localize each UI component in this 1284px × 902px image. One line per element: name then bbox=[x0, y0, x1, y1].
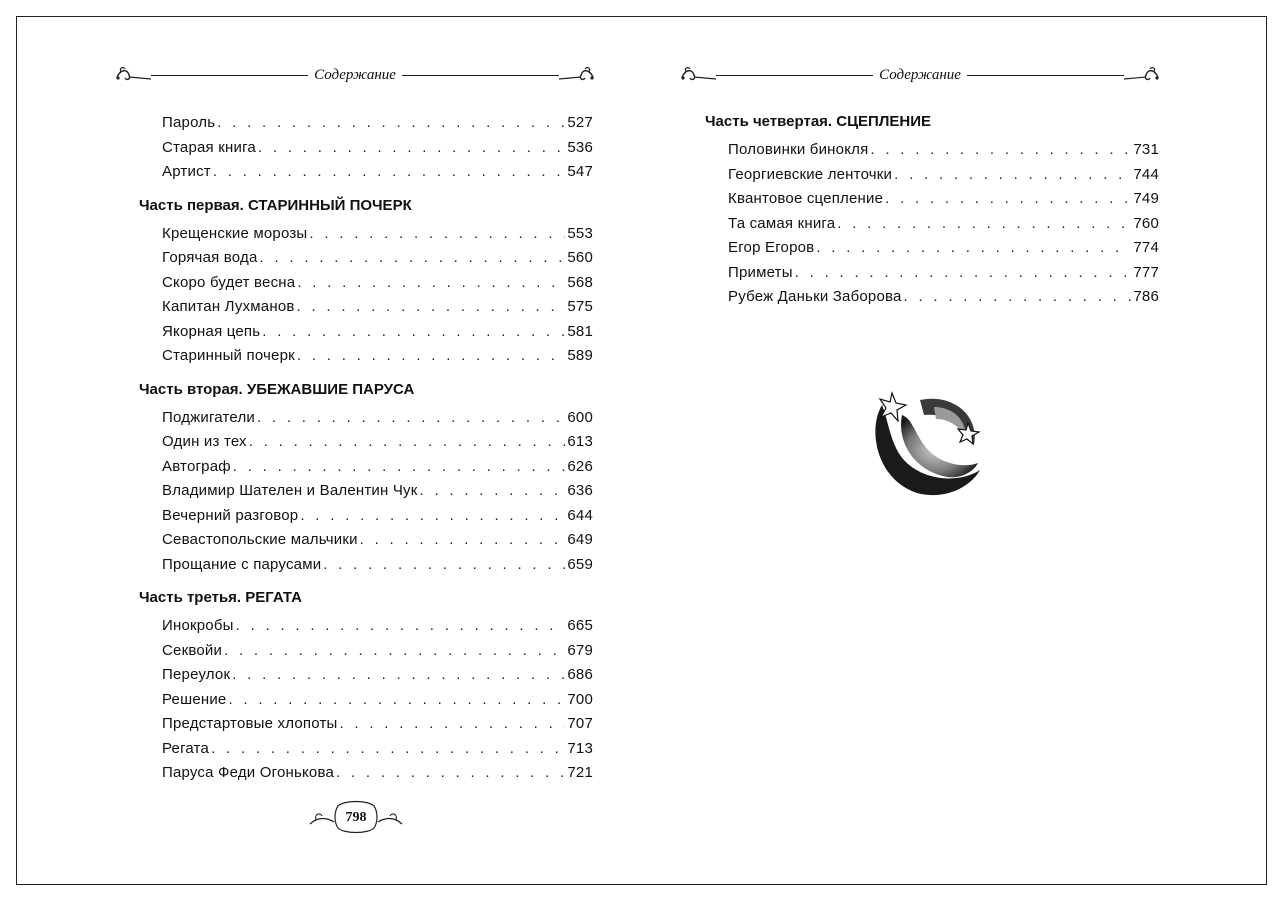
toc-entry[interactable] bbox=[139, 553, 593, 578]
toc-entry[interactable] bbox=[139, 479, 593, 504]
toc-entry-title: Поджигатели bbox=[162, 408, 255, 426]
toc-entry-title: Приметы bbox=[728, 263, 793, 281]
toc-entry-title: Квантовое сцепление bbox=[728, 190, 884, 207]
toc-entry[interactable] bbox=[139, 344, 593, 369]
toc-entry[interactable] bbox=[705, 138, 1159, 163]
toc-entry[interactable] bbox=[139, 528, 593, 553]
toc-entry-title: Крещенские морозы bbox=[162, 224, 308, 242]
toc-entry-page: 713 bbox=[567, 739, 593, 757]
leader-dots bbox=[340, 712, 566, 737]
leader-dots bbox=[894, 163, 1131, 188]
toc-entry[interactable] bbox=[139, 246, 593, 271]
toc-entry-page: 760 bbox=[1133, 214, 1159, 232]
toc-entry[interactable] bbox=[139, 614, 593, 639]
leader-dots bbox=[885, 187, 1131, 212]
toc-entry[interactable] bbox=[139, 295, 593, 320]
toc-entry-title: Пароль bbox=[162, 114, 216, 131]
flourish-icon bbox=[115, 63, 151, 87]
toc-entry-title: Рубеж Даньки Заборова bbox=[728, 288, 902, 305]
leader-dots bbox=[217, 111, 565, 136]
toc-entry-title: Решение bbox=[162, 690, 227, 708]
toc-entry[interactable] bbox=[139, 222, 593, 247]
toc-entry-page: 721 bbox=[567, 764, 593, 781]
toc-entry[interactable] bbox=[139, 737, 593, 762]
toc-entry-title: Горячая вода bbox=[162, 249, 258, 266]
leader-dots bbox=[300, 504, 565, 529]
toc-entry-page: 581 bbox=[567, 322, 593, 340]
toc-entry-title: Автограф bbox=[162, 457, 231, 475]
leader-dots bbox=[233, 455, 566, 480]
toc-entry[interactable] bbox=[139, 430, 593, 455]
toc-entry[interactable] bbox=[705, 187, 1159, 212]
part-title: Часть первая. СТАРИННЫЙ ПОЧЕРК bbox=[139, 196, 412, 214]
toc-entry-page: 553 bbox=[567, 224, 593, 242]
toc-entry-page: 774 bbox=[1133, 239, 1159, 256]
leader-dots bbox=[904, 285, 1132, 310]
toc-entry-title: Георгиевские ленточки bbox=[728, 165, 893, 183]
leader-dots bbox=[323, 553, 565, 578]
toc-entry[interactable] bbox=[139, 688, 593, 713]
toc-entry-title: Егор Егоров bbox=[728, 239, 815, 256]
toc-entry-title: Половинки бинокля bbox=[728, 141, 869, 158]
leader-dots bbox=[297, 344, 565, 369]
toc-entry[interactable] bbox=[705, 261, 1159, 286]
leader-dots bbox=[870, 138, 1131, 163]
toc-entry-page: 575 bbox=[567, 298, 593, 315]
toc-entry-page: 679 bbox=[567, 641, 593, 659]
toc-entry-page: 527 bbox=[567, 114, 593, 131]
toc-entry-page: 659 bbox=[567, 555, 593, 573]
toc-entry-title: Секвойи bbox=[162, 641, 223, 659]
toc-entry-page: 644 bbox=[567, 506, 593, 524]
toc-entry-title: Скоро будет весна bbox=[162, 273, 296, 291]
toc-entry-page: 700 bbox=[567, 690, 593, 708]
toc-entry[interactable] bbox=[705, 285, 1159, 310]
toc-entry[interactable] bbox=[705, 236, 1159, 261]
toc-entry-title: Старая книга bbox=[162, 138, 256, 156]
leader-dots bbox=[224, 639, 565, 664]
leader-dots bbox=[297, 271, 565, 296]
toc-entry[interactable] bbox=[139, 271, 593, 296]
ship-stars-icon bbox=[862, 385, 992, 505]
toc-entry-page: 589 bbox=[567, 347, 593, 364]
toc-entry[interactable] bbox=[139, 320, 593, 345]
leader-dots bbox=[257, 406, 565, 431]
toc-entry-page: 686 bbox=[567, 666, 593, 683]
leader-dots bbox=[249, 430, 566, 455]
toc-entry-title: Вечерний разговор bbox=[162, 506, 299, 524]
toc-entry[interactable] bbox=[139, 136, 593, 161]
leader-dots bbox=[258, 136, 565, 161]
leader-dots bbox=[228, 688, 565, 713]
toc-entry-title: Старинный почерк bbox=[162, 347, 295, 364]
toc-entry[interactable] bbox=[139, 455, 593, 480]
leader-dots bbox=[232, 663, 565, 688]
toc-entry-page: 665 bbox=[567, 617, 593, 634]
flourish-icon bbox=[1124, 63, 1160, 87]
toc-entry-title: Севастопольские мальчики bbox=[162, 531, 358, 548]
running-head-rule bbox=[967, 75, 1124, 76]
toc-entry-page: 613 bbox=[567, 433, 593, 450]
page-number-text: 798 bbox=[345, 810, 367, 825]
toc-entry-page: 626 bbox=[567, 457, 593, 475]
part-title: Часть вторая. УБЕЖАВШИЕ ПАРУСА bbox=[139, 380, 415, 398]
toc-entry-page: 536 bbox=[567, 138, 593, 156]
leader-dots bbox=[816, 236, 1131, 261]
leader-dots bbox=[211, 737, 565, 762]
toc-right-page bbox=[705, 110, 1159, 310]
toc-entry-title: Паруса Феди Огонькова bbox=[162, 764, 335, 781]
leader-dots bbox=[309, 222, 565, 247]
part-entries bbox=[705, 138, 1159, 310]
toc-entry-title: Та самая книга bbox=[728, 214, 836, 232]
page-number bbox=[308, 800, 404, 834]
toc-entry-page: 777 bbox=[1133, 263, 1159, 281]
toc-entry-page: 636 bbox=[567, 482, 593, 499]
toc-entry-title: Прощание с парусами bbox=[162, 555, 322, 573]
toc-entry-page: 744 bbox=[1133, 165, 1159, 183]
toc-entry[interactable] bbox=[139, 406, 593, 431]
running-head-rule bbox=[402, 75, 559, 76]
running-head-title: Содержание bbox=[314, 66, 396, 83]
toc-entry[interactable] bbox=[139, 160, 593, 185]
leader-dots bbox=[336, 761, 565, 786]
toc-entry-title: Якорная цепь bbox=[162, 322, 261, 340]
flourish-icon bbox=[680, 63, 716, 87]
running-head-title: Содержание bbox=[879, 66, 961, 83]
running-head-rule bbox=[151, 75, 308, 76]
toc-entry-title: Один из тех bbox=[162, 433, 247, 450]
leader-dots bbox=[837, 212, 1131, 237]
toc-entry-page: 560 bbox=[567, 249, 593, 266]
toc-entry[interactable] bbox=[139, 712, 593, 737]
leader-dots bbox=[420, 479, 566, 504]
leader-dots bbox=[360, 528, 566, 553]
toc-entry[interactable] bbox=[705, 212, 1159, 237]
toc-entry-title: Переулок bbox=[162, 666, 231, 683]
toc-entry-title: Владимир Шателен и Валентин Чук bbox=[162, 482, 418, 499]
toc-entry-page: 547 bbox=[567, 163, 593, 180]
part-title: Часть третья. РЕГАТА bbox=[139, 589, 302, 606]
leader-dots bbox=[236, 614, 566, 639]
toc-entry-page: 568 bbox=[567, 273, 593, 291]
part-entries bbox=[139, 406, 593, 578]
toc-entry-page: 707 bbox=[567, 715, 593, 732]
toc-entry-page: 649 bbox=[567, 531, 593, 548]
leader-dots bbox=[262, 320, 565, 345]
running-head-rule bbox=[716, 75, 873, 76]
toc-entry-title: Предстартовые хлопоты bbox=[162, 715, 338, 732]
toc-entry-page: 731 bbox=[1133, 141, 1159, 158]
leader-dots bbox=[260, 246, 566, 271]
toc-entry-page: 749 bbox=[1133, 190, 1159, 207]
toc-entry[interactable] bbox=[139, 504, 593, 529]
toc-entry[interactable] bbox=[139, 111, 593, 136]
flourish-icon bbox=[559, 63, 595, 87]
toc-entry[interactable] bbox=[139, 761, 593, 786]
toc-entry[interactable] bbox=[139, 639, 593, 664]
toc-entry[interactable] bbox=[705, 163, 1159, 188]
toc-entry-page: 786 bbox=[1133, 288, 1159, 305]
toc-entry-title: Регата bbox=[162, 739, 210, 757]
intro-entries bbox=[139, 111, 593, 185]
toc-entry-title: Капитан Лухманов bbox=[162, 298, 295, 315]
part-title: Часть четвертая. СЦЕПЛЕНИЕ bbox=[705, 113, 931, 130]
toc-left-page bbox=[139, 111, 593, 786]
part-entries bbox=[139, 222, 593, 369]
leader-dots bbox=[213, 160, 566, 185]
toc-entry[interactable] bbox=[139, 663, 593, 688]
running-head-right bbox=[680, 62, 1160, 88]
toc-entry-page: 600 bbox=[567, 408, 593, 426]
leader-dots bbox=[297, 295, 566, 320]
toc-entry-title: Инокробы bbox=[162, 617, 234, 634]
leader-dots bbox=[795, 261, 1132, 286]
part-entries bbox=[139, 614, 593, 786]
toc-entry-title: Артист bbox=[162, 163, 211, 180]
running-head-left bbox=[115, 62, 595, 88]
